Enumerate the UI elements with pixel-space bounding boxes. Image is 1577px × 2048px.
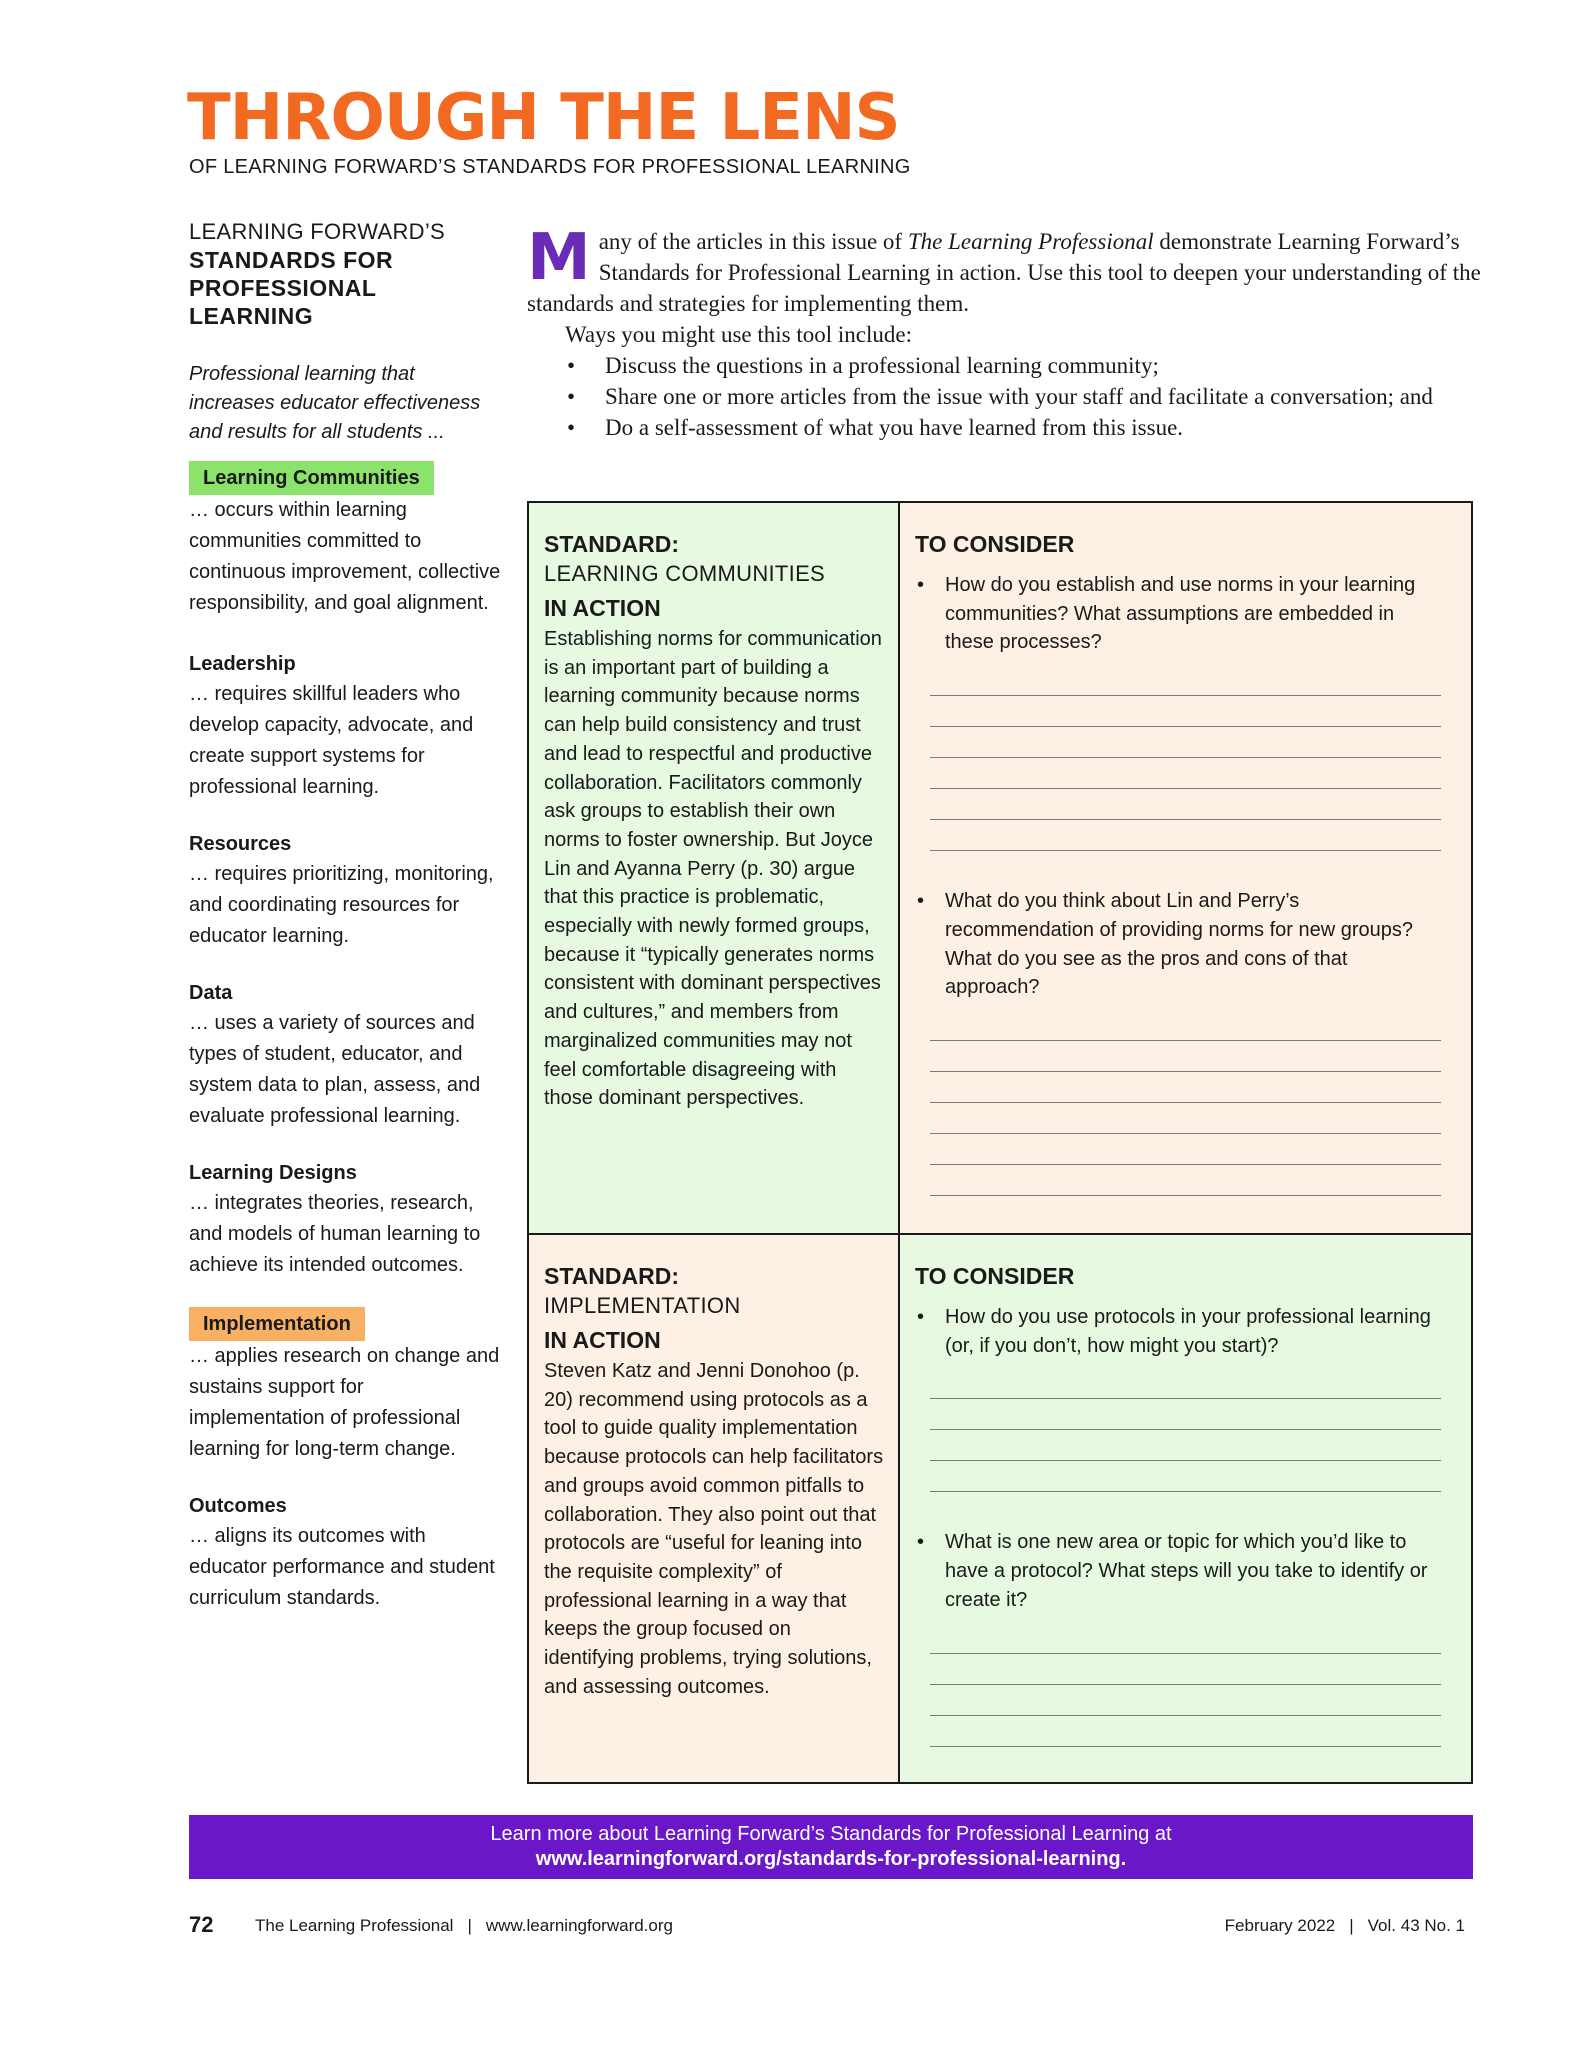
page-subtitle: OF LEARNING FORWARD’S STANDARDS FOR PROFESSIONAL LEARNING — [189, 156, 911, 178]
answer-line[interactable] — [930, 1368, 1441, 1399]
answer-line[interactable] — [930, 1041, 1441, 1072]
standard-label: STANDARD: — [544, 531, 680, 557]
answer-lines[interactable] — [915, 1623, 1441, 1747]
to-consider-label: TO CONSIDER — [915, 531, 1075, 557]
answer-line[interactable] — [930, 1685, 1441, 1716]
standards-link-banner — [189, 1815, 1473, 1879]
standard-cell-learning-communities — [529, 503, 900, 1235]
standard-name: Resources — [189, 833, 292, 855]
standard-data — [189, 978, 504, 1132]
standard-desc: … occurs within learning communities committed to continuous improvement, collective responsibility, and goal alignment. — [189, 499, 501, 614]
footer-website[interactable]: www.learningforward.org — [485, 1916, 673, 1935]
footer-date: February 2022 — [1224, 1916, 1336, 1935]
standard-name: Learning Designs — [189, 1162, 357, 1184]
standard-desc: … requires skillful leaders who develop capacity, advocate, and create support systems for professional learning. — [189, 683, 474, 798]
list-item: • Share one or more articles from the issue with your staff and facilitate a conversation; and — [565, 381, 1487, 412]
standard-leadership — [189, 649, 504, 803]
list-item: • Discuss the questions in a professional learning community; — [565, 350, 1487, 381]
standard-name: IMPLEMENTATION — [544, 1293, 741, 1318]
standard-name: Outcomes — [189, 1495, 287, 1517]
answer-lines[interactable] — [915, 1368, 1441, 1492]
standards-grid — [527, 501, 1473, 1784]
footer-left — [255, 1916, 673, 1936]
banner-line1: Learn more about Learning Forward’s Standards for Professional Learning at — [490, 1823, 1172, 1845]
standard-learning-designs — [189, 1158, 504, 1281]
answer-line[interactable] — [930, 696, 1441, 727]
answer-line[interactable] — [930, 820, 1441, 851]
standard-implementation — [189, 1307, 504, 1465]
in-action-text: Establishing norms for communication is an important part of building a learning community because norms can help build consistency and trust and lead to respectful and productive collaboration. Facilitators commonly ask groups to establish their own norms to foster ownership. But Joyce Lin and Ayanna Perry (p. 30) argue that this practice is problematic, especially with newly formed groups, because it “typically generates norms consistent with dominant perspectives and cultures,” and members from marginalized communities may not feel comfortable disagreeing with those dominant perspectives. — [544, 628, 882, 1110]
in-action-label: IN ACTION — [544, 1327, 661, 1353]
answer-line[interactable] — [930, 758, 1441, 789]
consider-cell-implementation — [900, 1235, 1471, 1782]
standard-learning-communities — [189, 461, 504, 619]
intro-text — [527, 221, 1487, 443]
standard-name: Data — [189, 982, 233, 1004]
ways-list — [565, 350, 1487, 443]
answer-line[interactable] — [930, 665, 1441, 696]
list-item: • Do a self-assessment of what you have learned from this issue. — [565, 412, 1487, 443]
intro-paragraph — [527, 221, 1487, 319]
standard-desc: … uses a variety of sources and types of student, educator, and system data to plan, assess, and evaluate professional learning. — [189, 1012, 481, 1127]
standard-desc: … integrates theories, research, and models of human learning to achieve its intended outcomes. — [189, 1192, 481, 1276]
answer-line[interactable] — [930, 1010, 1441, 1041]
in-action-text: Steven Katz and Jenni Donohoo (p. 20) recommend using protocols as a tool to guide quality implementation because protocols can help facilitators and groups avoid common pitfalls to collaboration. They also point out that protocols are “useful for leaning into the requisite complexity” of professional learning in a way that keeps the group focused on identifying problems, trying solutions, and assessing outcomes. — [544, 1360, 884, 1698]
sidebar-intro: Professional learning that increases educator effectiveness and results for all students ... — [189, 363, 481, 443]
footer-publication: The Learning Professional — [255, 1916, 454, 1935]
answer-line[interactable] — [930, 1072, 1441, 1103]
answer-line[interactable] — [930, 1623, 1441, 1654]
standards-link[interactable]: www.learningforward.org/standards-for-professional-learning. — [535, 1848, 1127, 1870]
answer-line[interactable] — [930, 1134, 1441, 1165]
standards-sidebar — [189, 218, 504, 1614]
page-title: THROUGH THE LENS — [187, 81, 900, 155]
standard-desc: … aligns its outcomes with educator performance and student curriculum standards. — [189, 1525, 495, 1609]
footer-separator: | — [1349, 1916, 1354, 1935]
answer-lines[interactable] — [915, 665, 1441, 851]
answer-line[interactable] — [930, 1165, 1441, 1196]
standard-desc: … applies research on change and sustains support for implementation of professional learning for long-term change. — [189, 1345, 500, 1460]
consider-cell-learning-communities — [900, 503, 1471, 1235]
footer-separator: | — [467, 1916, 472, 1935]
page-number: 72 — [189, 1912, 214, 1937]
standard-name: LEARNING COMMUNITIES — [544, 561, 826, 586]
question: • What do you think about Lin and Perry’s recommendation of providing norms for new groups? What do you see as the pros and cons of that approach? — [915, 887, 1441, 1002]
answer-line[interactable] — [930, 1430, 1441, 1461]
question: • How do you use protocols in your professional learning (or, if you don’t, how might you start)? — [915, 1303, 1441, 1360]
publication-name: The Learning Professional — [907, 229, 1154, 254]
answer-line[interactable] — [930, 789, 1441, 820]
answer-line[interactable] — [930, 727, 1441, 758]
answer-line[interactable] — [930, 1716, 1441, 1747]
standard-outcomes — [189, 1491, 504, 1614]
intro-lead: any of the articles in this issue of — [598, 229, 908, 254]
answer-line[interactable] — [930, 1654, 1441, 1685]
in-action-label: IN ACTION — [544, 595, 661, 621]
intro-rest: demonstrate Learning Forward’s Standards for Professional Learning in action. Use this tool to deepen your understanding of the standards and strategies for implementing them. — [527, 229, 1481, 316]
footer-right — [1225, 1916, 1465, 1936]
standard-badge-implementation: Implementation — [189, 1307, 365, 1341]
sidebar-heading-line1: LEARNING FORWARD’S — [189, 219, 445, 244]
question: • How do you establish and use norms in your learning communities? What assumptions are embedded in these processes? — [915, 571, 1441, 657]
standard-desc: … requires prioritizing, monitoring, and coordinating resources for educator learning. — [189, 863, 494, 947]
ways-heading: Ways you might use this tool include: — [565, 322, 912, 347]
answer-lines[interactable] — [915, 1010, 1441, 1196]
standard-badge-learning-communities: Learning Communities — [189, 461, 434, 495]
standard-label: STANDARD: — [544, 1263, 680, 1289]
answer-line[interactable] — [930, 1103, 1441, 1134]
question: • What is one new area or topic for which you’d like to have a protocol? What steps will you take to identify or create it? — [915, 1528, 1441, 1614]
to-consider-label: TO CONSIDER — [915, 1263, 1075, 1289]
sidebar-heading-line2: STANDARDS FOR PROFESSIONAL LEARNING — [189, 247, 394, 329]
standard-resources — [189, 829, 504, 952]
drop-cap: M — [527, 221, 591, 295]
answer-line[interactable] — [930, 1399, 1441, 1430]
standard-name: Leadership — [189, 653, 296, 675]
answer-line[interactable] — [930, 1461, 1441, 1492]
footer-volume: Vol. 43 No. 1 — [1367, 1916, 1465, 1935]
standard-cell-implementation — [529, 1235, 900, 1782]
